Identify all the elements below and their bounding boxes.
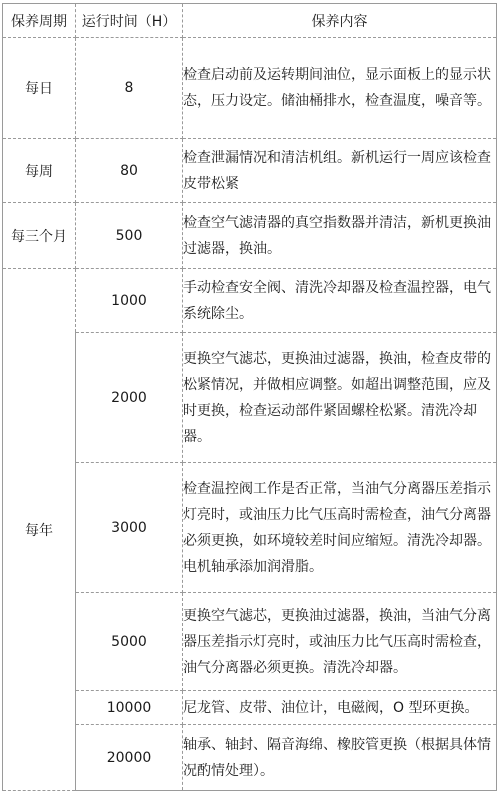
header-content: 保养内容	[183, 4, 497, 38]
hours-cell: 3000	[76, 463, 183, 593]
hours-cell: 5000	[76, 593, 183, 691]
content-cell: 尼龙管、皮带、油位计，电磁阀，O 型环更换。	[183, 691, 497, 725]
header-row	[3, 4, 497, 38]
hours-cell: 80	[76, 139, 183, 203]
content-cell: 更换空气滤芯，更换油过滤器，换油，检查皮带的松紧情况，并做相应调整。如超出调整范围，应及时更换，检查运动部件紧固螺栓松紧。清洗冷却器。	[183, 333, 497, 463]
table-row	[3, 593, 497, 691]
content-cell: 检查空气滤清器的真空指数器并清洁，新机更换油过滤器，换油。	[183, 203, 497, 269]
period-cell-daily: 每日	[3, 38, 76, 139]
content-cell: 更换空气滤芯，更换油过滤器，换油，当油气分离器压差指示灯亮时，或油压力比气压高时需检查，油气分离器必须更换。清洗冷却器。	[183, 593, 497, 691]
hours-cell: 10000	[76, 691, 183, 725]
hours-cell: 20000	[76, 725, 183, 791]
hours-cell: 8	[76, 38, 183, 139]
hours-cell: 2000	[76, 333, 183, 463]
table-row	[3, 691, 497, 725]
maintenance-table	[2, 3, 497, 791]
table-row	[3, 463, 497, 593]
hours-cell: 1000	[76, 269, 183, 333]
table-row	[3, 333, 497, 463]
period-cell-quarterly: 每三个月	[3, 203, 76, 269]
period-cell-yearly: 每年	[3, 269, 76, 791]
header-hours: 运行时间（H）	[76, 4, 183, 38]
table-row	[3, 38, 497, 139]
header-period: 保养周期	[3, 4, 76, 38]
table-row	[3, 139, 497, 203]
period-cell-weekly: 每周	[3, 139, 76, 203]
hours-cell: 500	[76, 203, 183, 269]
table-row	[3, 203, 497, 269]
content-cell: 检查温控阀工作是否正常，当油气分离器压差指示灯亮时，或油压力比气压高时需检查，油气分离器必须更换，如环境较差时间应缩短。清洗冷却器。电机轴承添加润滑脂。	[183, 463, 497, 593]
table-row	[3, 725, 497, 791]
content-cell: 轴承、轴封、隔音海绵、橡胶管更换（根据具体情况酌情处理）。	[183, 725, 497, 791]
table-row	[3, 269, 497, 333]
content-cell: 检查泄漏情况和清洁机组。新机运行一周应该检查皮带松紧	[183, 139, 497, 203]
content-cell: 检查启动前及运转期间油位，显示面板上的显示状态，压力设定。储油桶排水，检查温度，噪音等。	[183, 38, 497, 139]
content-cell: 手动检查安全阀、清洗冷却器及检查温控器，电气系统除尘。	[183, 269, 497, 333]
